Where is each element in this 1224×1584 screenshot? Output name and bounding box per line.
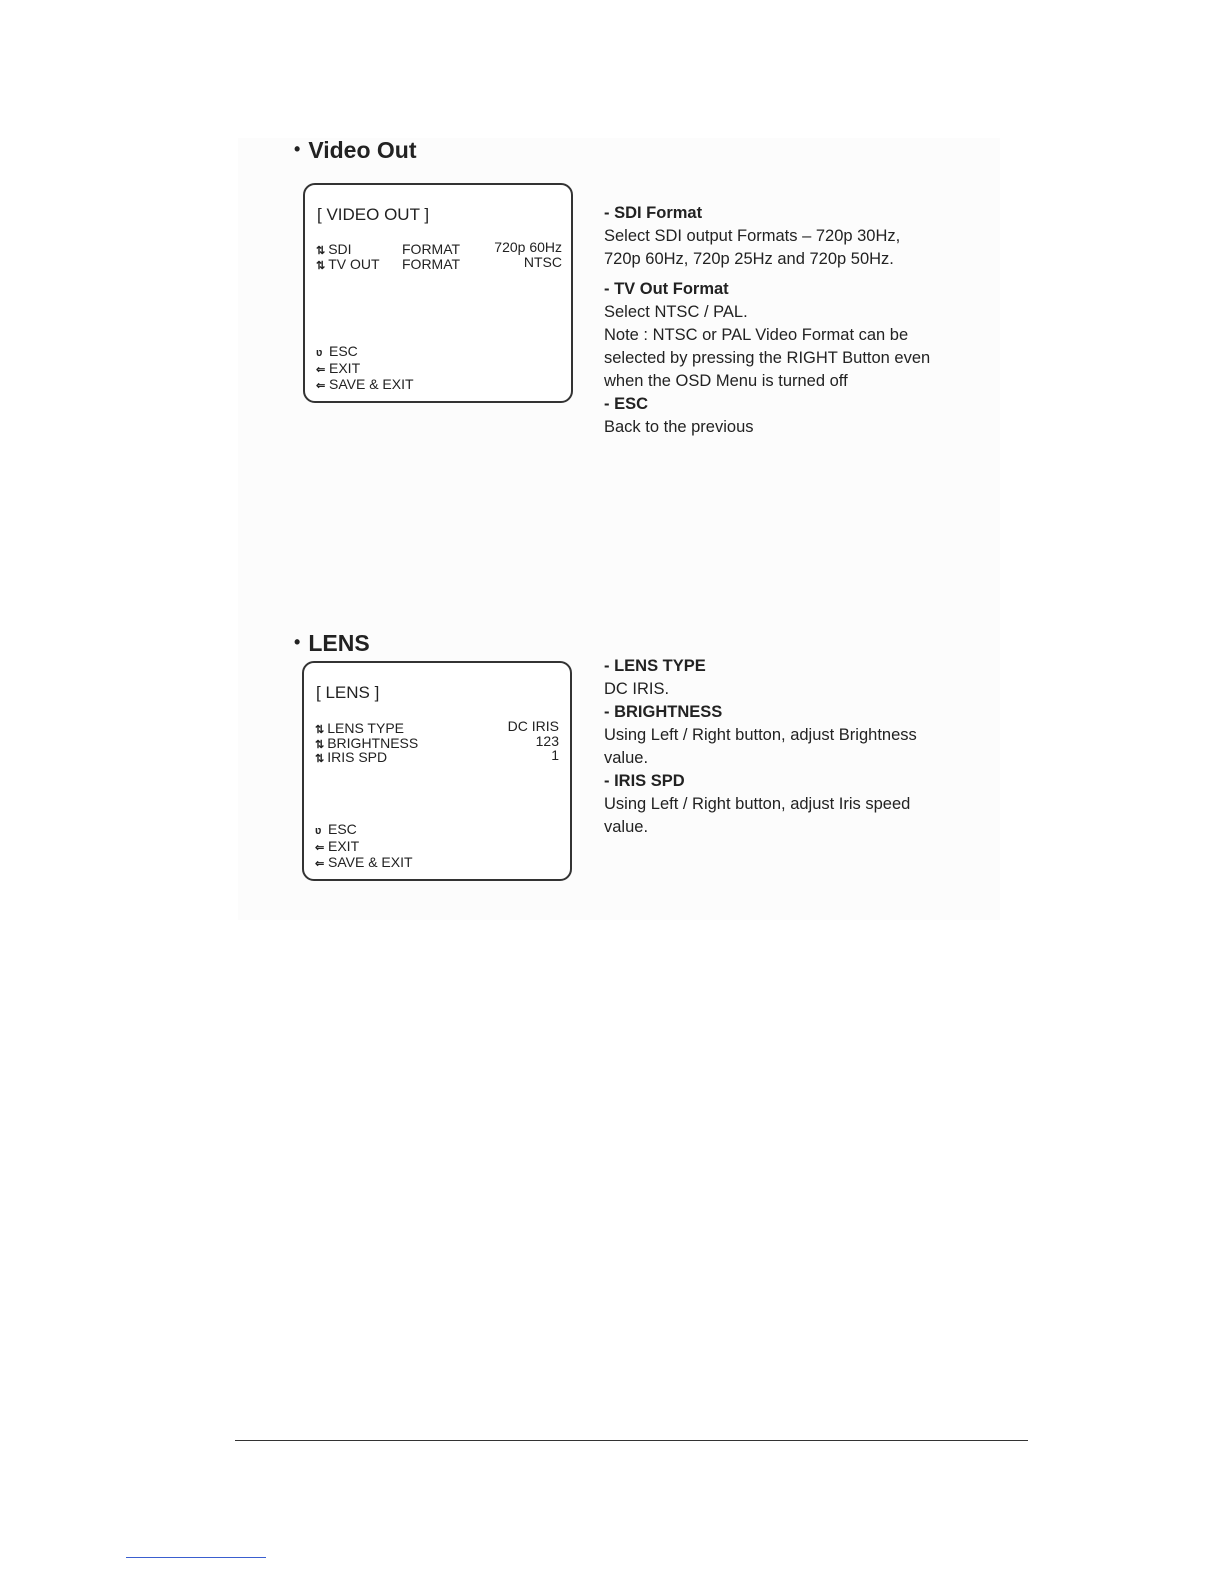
osd-row-label: SDI <box>328 241 352 257</box>
footer-divider <box>235 1440 1028 1441</box>
desc-heading: - TV Out Format <box>604 280 729 298</box>
desc-line: value. <box>604 749 649 767</box>
desc-sdi-format <box>604 202 984 271</box>
osd-exit-label: EXIT <box>329 359 361 376</box>
osd-title: [ VIDEO OUT ] <box>317 205 430 224</box>
osd-row-label: LENS TYPE <box>327 720 404 736</box>
osd-row-sub: FORMAT <box>402 241 461 257</box>
osd-row-label: IRIS SPD <box>327 749 388 765</box>
osd-row-sub: FORMAT <box>402 256 461 272</box>
osd-exit-label: EXIT <box>328 837 360 854</box>
return-icon: ʋ <box>316 347 323 359</box>
desc-heading: - BRIGHTNESS <box>604 703 723 721</box>
osd-save-exit-label: SAVE & EXIT <box>328 854 413 870</box>
bullet-icon: • <box>294 139 301 159</box>
desc-line: Using Left / Right button, adjust Brightness <box>604 726 917 744</box>
desc-esc <box>604 393 984 439</box>
lens-section-title <box>294 630 370 657</box>
up-down-arrow-icon: ⇅ <box>316 245 326 257</box>
osd-row-label: TV OUT <box>328 256 380 272</box>
desc-heading: - LENS TYPE <box>604 657 706 675</box>
desc-line: Using Left / Right button, adjust Iris speed <box>604 795 911 813</box>
osd-row-value: 1 <box>551 747 559 763</box>
osd-footer <box>315 822 413 872</box>
desc-line: value. <box>604 818 649 836</box>
desc-line: when the OSD Menu is turned off <box>604 372 848 390</box>
osd-title: [ LENS ] <box>316 683 380 702</box>
video-out-descriptions <box>604 202 984 439</box>
osd-esc-label: ESC <box>329 343 358 359</box>
desc-heading: - IRIS SPD <box>604 772 685 790</box>
desc-tv-out-format <box>604 278 984 393</box>
lens-title-text: LENS <box>308 630 370 656</box>
desc-line: Back to the previous <box>604 418 754 436</box>
osd-row-value: 720p 60Hz <box>494 239 562 255</box>
desc-line: 720p 60Hz, 720p 25Hz and 720p 50Hz. <box>604 250 894 268</box>
desc-heading: - ESC <box>604 395 649 413</box>
exit-icon: ⇐ <box>315 841 325 854</box>
up-down-arrow-icon: ⇅ <box>315 753 325 765</box>
desc-line: DC IRIS. <box>604 680 670 698</box>
desc-brightness <box>604 701 984 770</box>
up-down-arrow-icon: ⇅ <box>316 260 326 272</box>
exit-icon: ⇐ <box>316 363 326 376</box>
desc-line: selected by pressing the RIGHT Button even <box>604 349 931 367</box>
osd-save-exit-label: SAVE & EXIT <box>329 376 414 392</box>
desc-line: Select NTSC / PAL. <box>604 303 748 321</box>
desc-line: Note : NTSC or PAL Video Format can be <box>604 326 909 344</box>
desc-iris-spd <box>604 770 984 839</box>
lens-descriptions <box>604 655 984 839</box>
video-out-title-text: Video Out <box>308 137 417 163</box>
bullet-icon: • <box>294 632 301 652</box>
up-down-arrow-icon: ⇅ <box>315 739 325 751</box>
osd-row-value: NTSC <box>523 254 562 270</box>
osd-row-value: DC IRIS <box>507 718 559 734</box>
osd-footer <box>316 344 414 394</box>
desc-lens-type <box>604 655 984 701</box>
video-out-osd-screen <box>303 183 573 403</box>
return-icon: ʋ <box>315 825 322 837</box>
desc-line: Select SDI output Formats – 720p 30Hz, <box>604 227 901 245</box>
lens-osd-screen <box>302 661 572 881</box>
save-exit-icon: ⇐ <box>315 858 325 870</box>
osd-row-iris-spd <box>315 747 561 767</box>
up-down-arrow-icon: ⇅ <box>315 724 325 736</box>
osd-esc-label: ESC <box>328 821 357 837</box>
video-out-section-title <box>294 137 417 164</box>
save-exit-icon: ⇐ <box>316 380 326 392</box>
osd-row-tv-out <box>316 254 564 274</box>
osd-row-value: 123 <box>535 733 559 749</box>
osd-row-label: BRIGHTNESS <box>327 735 419 751</box>
bottom-link-underline[interactable] <box>126 1557 266 1558</box>
desc-heading: - SDI Format <box>604 204 703 222</box>
